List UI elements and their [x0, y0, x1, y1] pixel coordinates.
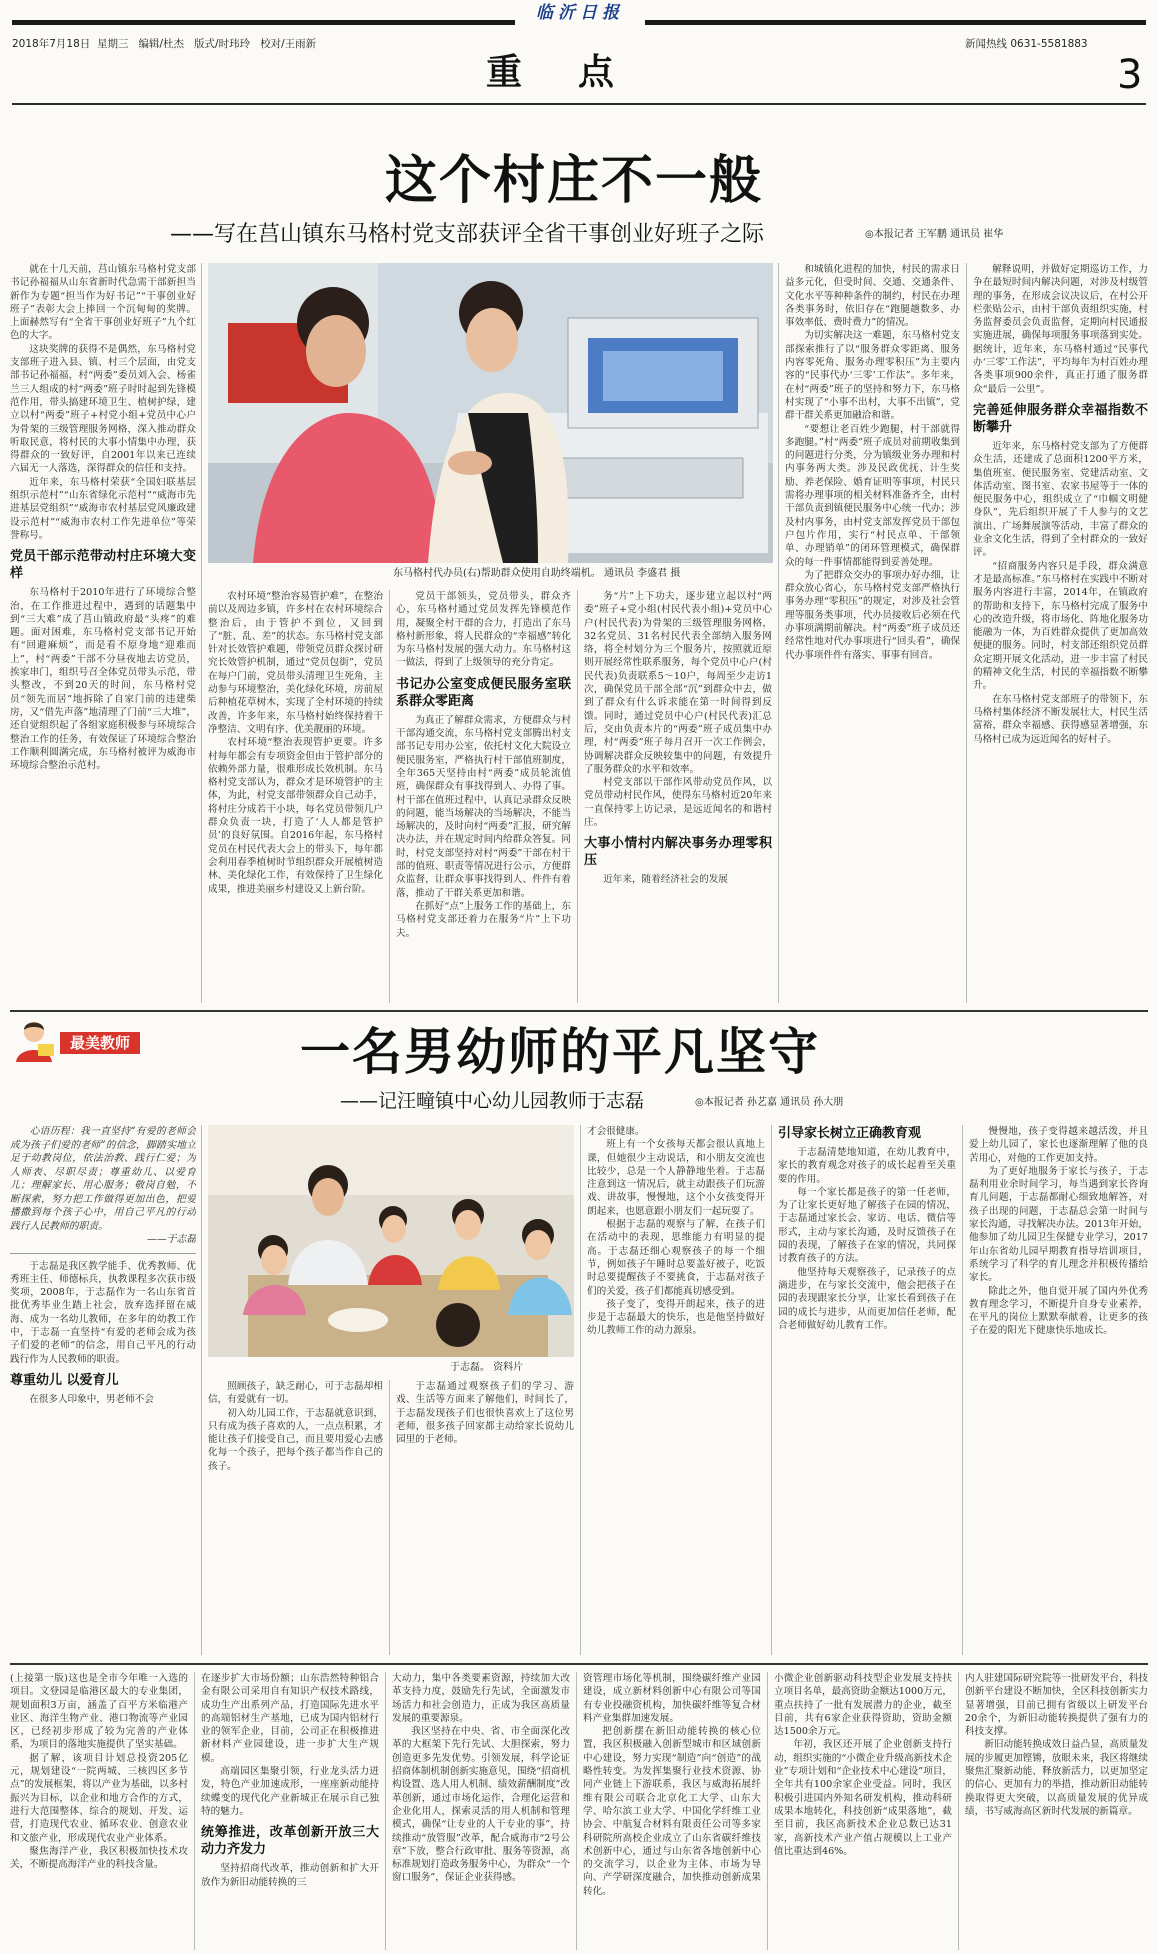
- paragraph: 他坚持每天观察孩子，记录孩子的点滴进步，在与家长交流中，他会把孩子在园的表现跟家长分享，让家长看到孩子在园的成长与进步，从而更加信任老师，配合老师做好幼儿教育工作。: [778, 1266, 956, 1331]
- paragraph: 为真正了解群众需求，方便群众与村干部沟通交流，东马格村党支部腾出村支部书记专用办公室，依托村文化大院设立便民服务室，严格执行村干部值班制度，全年365天坚持由村“两委”成员轮流值班，确保群众有事找得到人、办得了事。村干部在值班过程中，认真记录群众反映的问题，能当场解决的当场解决，不能当场解决的，及时向村“两委”汇报，研究解决办法，并在规定时间内给群众答复。同时，村党支部坚持对村“两委”干部在村干部的值班、职责等情况进行公示，方便群众监督，让群众事事找得到人、件件有着落，推动了干群关系更加和谐。: [396, 714, 571, 899]
- paragraph: 班上有一个女孩每天都会很认真地上课，但她很少主动说话，和小朋友交流也比较少，总是一个人静静地坐着。于志磊注意到这一情况后，就主动跟孩子们玩游戏、讲故事，慢慢地，这个小女孩变得开朗起来，也愿意跟小朋友们一起玩耍了。: [587, 1139, 765, 1217]
- article1-photo: [208, 263, 773, 563]
- article1-column-4: [584, 590, 772, 1003]
- column-divider: [389, 590, 390, 1003]
- article3-column-3: [392, 1672, 570, 1950]
- teacher-quote: [10, 1125, 196, 1247]
- editor-credit: 编辑/杜杰: [138, 38, 185, 50]
- article1-byline: ◎本报记者 王军鹏 通讯员 崔华: [865, 229, 1004, 240]
- paragraph: 据了解，该项目计划总投资205亿元，规划建设“一院两城、三核四区多节点”的发展框架，将以产业为基础，以多村振兴为目标，以企业和地方合作的方式，进行大范围整体、综合的规划、开发、运营，打造现代农业、循环农业、创意农业和文旅产业，形成现代农业产业体系。: [10, 1752, 188, 1844]
- article2-photo: [208, 1125, 574, 1357]
- teacher-icon: [12, 1018, 58, 1062]
- paragraph: 小微企业创新驱动科技型企业发展支持扶立项目名单，最高资助金额达1000万元，重点扶持了一批有发展潜力的企业，截至目前，共有6家企业获得资助，资助金额达1500余万元。: [774, 1673, 952, 1738]
- masthead-info-line: [12, 36, 316, 51]
- column-divider: [778, 263, 779, 1003]
- news-hotline: 新闻热线 0631-5581883: [965, 38, 1088, 50]
- paragraph: 为切实解决这一难题，东马格村党支部探索推行了以“服务群众零距离、服务内容零死角、服务办理零积压”为主要内容的“民事代办‘三零’工作法”。多年来，在村“两委”班子的坚持和努力下，东马格村实现了“小事不出村，大事不出镇”，党群干群关系更加融洽和谐。: [785, 330, 960, 422]
- paragraph: 近年来，东马格村党支部为了方便群众生活，还建成了总面积1200平方米，集值班室、便民服务室、党建活动室、文体活动室、图书室、农家书屋等于一体的便民服务中心，组织成立了“巾帼文明健身队”，先后组织开展了千人参与的文艺演出、广场舞展演等活动，丰富了群众的业余文化生活，得到了全村群众的一致好评。: [973, 440, 1148, 559]
- column-divider: [201, 1125, 202, 1655]
- article2-column-6: [969, 1125, 1148, 1655]
- paragraph: 在很多人印象中，男老师不会: [29, 1393, 154, 1405]
- layout-credit: 版式/时玮玲: [194, 38, 251, 50]
- article2-byline: ◎本报记者 孙艺嘉 通讯员 孙大朋: [695, 1097, 844, 1108]
- paragraph: 高端园区集聚引领，行业龙头活力迸发，特色产业加速成形，一座座新动能持续蝶变的现代化产业新城正在展示自己独特的魅力。: [201, 1766, 379, 1817]
- paragraph: 内人驻建国际研究院等一批研发平台，科技创新平台建设不断加快，全区科技创新实力显著增强，目前已拥有省级以上研发平台20余个，为新旧动能转换提供了强有力的科技支撑。: [965, 1673, 1148, 1738]
- page-number: 3: [1117, 52, 1143, 98]
- issue-weekday: 星期三: [96, 38, 129, 50]
- paragraph: 把创新摆在新旧动能转换的核心位置，我区积极融入创新型城市和区域创新中心建设，努力实现“制造”向“创造”的战略性转变。为发挥集聚行业技术资源、协同产业链上下游联系，我区与威海拓展纤维有限公司联合北京化工大学、山东大学、哈尔滨工业大学、中国化学纤维工业协会、中航复合材料有限责任公司等多家科研院所高校企业成立了山东省碳纤维技术创新中心，通过与山东省各地创新中心的交流学习，以企业为主体、市场为导向、产学研深度融合，加快推动创新成果转化。: [583, 1726, 761, 1897]
- article1-column-6: [973, 263, 1148, 1003]
- paragraph: 于志磊是我区教学能手、优秀教师、优秀班主任、师德标兵，执教课程多次获市级奖项，2008年，于志磊作为一名山东省首批优秀毕业生踏上社会，放弃选择留在威海、成为一名幼儿教师，在多年的幼教工作中，于志磊一直坚持“有爱的老师会成为孩子们爱的老师”的信念，用自己平凡的行动践行作为人民教师的职责。: [10, 1260, 196, 1365]
- paragraph: 照顾孩子，缺乏耐心，可于志磊却相信，有爱就有一切。: [208, 1381, 383, 1406]
- article1-column-5: [785, 263, 960, 1003]
- paragraph: 慢慢地，孩子变得越来越活泼，并且爱上幼儿园了，家长也逐渐理解了他的良苦用心，对他的工作更加支持。: [969, 1126, 1148, 1164]
- article1-column-3: [396, 590, 571, 1003]
- paragraph: “招商服务内容只是手段，群众满意才是最高标准。”东马格村在实践中不断对服务内容进行丰富，2014年，在镇政府的帮助和支持下，东马格村完成了服务中心的改造升级，将市场化、阵地化服务功能融为一体，为百姓群众提供了更加高效便捷的服务。同时，村支部还组织党员群众定期开展文化活动，进一步丰富了村民的精神文化生活，村民的幸福指数不断攀升。: [973, 560, 1148, 692]
- paragraph: 为了更好地服务于家长与孩子，于志磊利用业余时间学习，每当遇到家长咨询育儿问题，于志磊都耐心细致地解答，对孩子出现的问题，于志磊总会第一时间与家长沟通，寻找解决办法。2013年开始，他参加了幼儿园卫生保健专业学习，2017年山东省幼儿园早期教育指导培训项目，系统学习了科学的育儿理念并积极传播给家长。: [969, 1165, 1148, 1284]
- paragraph: 资管理市场化等机制，围绕碳纤维产业园建设，成立新材料创新中心有限公司等国有专业投融资机构，加快碳纤维等复合材料产业集群加速发展。: [583, 1673, 761, 1724]
- article3-column-2: [201, 1672, 379, 1950]
- article2-column-2: [208, 1380, 383, 1655]
- section-divider: [10, 1663, 1148, 1665]
- column-divider: [580, 1125, 581, 1655]
- column-divider: [962, 1125, 963, 1655]
- paragraph: 农村环境“整治容易管护难”，在整治前以及周边多镇，许多村在农村环境综合整治后，由于管护不到位，又回到了“脏、乱、差”的状态。东马格村党支部针对长效管护难题，带领党员群众探讨研究长效管护机制，通过“党员包街”，党员在每户门前，党员带头清理卫生死角，主动参与环境整治，美化绿化环境，房前屋后种植花草树木，实现了全村环境的持续改善，许多年来，东马格村始终保持着干净整洁、文明有序、优美靓丽的环境。: [208, 591, 383, 735]
- paragraph: 大动力，集中各类要素资源，持续加大改革支持力度，鼓励先行先试，全面激发市场活力和社会创造力，正成为我区高质量发展的重要源泉。: [392, 1673, 570, 1724]
- paragraph: 新旧动能转换成效日益凸显，高质量发展的步履更加铿锵，放眼未来，我区将继续聚焦汇聚新动能、释放新活力，以更加坚定的信心、更加有力的举措，推动新旧动能转换取得更大突破，以高质量发展的优异成绩，书写威海高区新时代发展的新篇章。: [965, 1739, 1148, 1817]
- column-divider: [194, 1672, 195, 1950]
- paragraph: 近年来，东马格村荣获“全国妇联基层组织示范村”“山东省绿化示范村”“威海市先进基层党组织”“威海市农村基层党风廉政建设示范村”“威海市农村工作先进单位”等荣誉称号。: [10, 476, 196, 541]
- paragraph: 这块奖牌的获得不是偶然，东马格村党支部班子进入县、镇、村三个层面，由党支部书记孙福福，村“两委”委员刘入会、杨雀兰三人组成的村“两委”班子时时起到先锋模范作用，带头搞建环境卫生、植树护绿，建立以村“两委”班子+村党小组+党员中心户为骨架的三级管理服务网格，深入推动群众听取民意，将村民的大事小情集中办理，获得群众的一致好评，自2001年以来已连续六届无一人落选，深得群众的信任和支持。: [10, 343, 196, 475]
- quote-text: 心语历程：我一直坚持“有爱的老师会成为孩子们爱的老师”的信念，脚踏实地立足于幼教岗位，依法治教、践行仁爱；为人师表、尽职尽责；尊重幼儿、以爱育儿；理解家长、用心服务；敬岗自勉，不断探索，努力把工作做得更加出色，把爱播撒到每个孩子心中，用自己平凡的行动践行人民教师的职责。: [10, 1126, 196, 1232]
- paragraph: 于志磊清楚地知道，在幼儿教育中，家长的教育观念对孩子的成长起着至关重要的作用。: [778, 1147, 956, 1185]
- article3-column-5: [774, 1672, 952, 1950]
- article3-column-4: [583, 1672, 761, 1950]
- section-title: 重 点: [486, 52, 625, 93]
- subheading: 统筹推进，改革创新开放三大动力齐发力: [201, 1825, 379, 1858]
- paragraph: 村党支部以干部作风带动党员作风，以党员带动村民作风，使得东马格村近20年来一直保持零上访记录，是远近闻名的和谐村庄。: [584, 777, 772, 829]
- subheading: 书记办公室变成便民服务室联系群众零距离: [396, 676, 571, 709]
- article2-column-1: [10, 1125, 196, 1655]
- subheading: 党员干部示范带动村庄环境大变样: [10, 549, 196, 582]
- paragraph: 初入幼儿园工作，于志磊就意识到，只有成为孩子喜欢的人，一点点积累，才能让孩子们接受自己，而且要用爱心去感化每一个孩子，把每个孩子都当作自己的孩子。: [208, 1407, 383, 1472]
- article2-column-3: [396, 1380, 574, 1655]
- paragraph: 我区坚持在中央、省、市全面深化改革的大框架下先行先试、大胆探索，努力创造更多先发优势。引领发展，科学论证招商体制机制创新实施意见，围绕“招商机构设置、选人用人机制、绩效薪酬制度”改革创新，通过市场化运作，合理化运营和企业化用人，探索灵活的用人机制和管理模式，确保“让专业的人干专业的事”，持续推动“放管服”改革，配合威海市“2号公章”下放，整合行政审批、服务等资源，高标准规划打造政务服务中心，为群众“一个窗口服务”，保证企业获得感。: [392, 1726, 570, 1884]
- paragraph: 就在十几天前，莒山镇东马格村党支部书记孙福福从山东省新时代急需干部新担当新作为专题“担当作为好书记”“干事创业好班子”表彰大会上捧回一个沉甸甸的奖牌。上面赫然写有“全省干事创业好班子”九个红色的大字。: [10, 264, 196, 342]
- paragraph: 在东马格村党支部班子的带领下，东马格村集体经济不断发展壮大，村民生活富裕，群众幸福感、获得感显著增强，东马格村已成为远近闻名的好村子。: [973, 693, 1148, 745]
- column-divider: [966, 263, 967, 1003]
- quote-divider: [10, 1253, 196, 1254]
- self-service-terminal-illustration: [208, 263, 773, 563]
- article1-column-2: [208, 590, 383, 1003]
- column-divider: [771, 1125, 772, 1655]
- subheading: 完善延伸服务群众幸福指数不断攀升: [973, 402, 1148, 435]
- article3-column-1: [10, 1672, 188, 1950]
- paragraph: 务“片”上下功夫，逐步建立起以村“两委”班子+党小组(村民代表小组)+党员中心户(村民代表)为骨架的三级管理服务网格，32名党员、31名村民代表全部纳入服务网络，将全村划分为三个服务片，按照就近原则开展经常性联系服务，每个党员中心户(村民代表)负责联系5～10户，每周至少走访1次，确保党员干部全部“沉”到群众中去，做到了群众有什么诉求能在第一时间得到反馈。同时，通过党员中心户(村民代表)汇总后，交由负责本片的“两委”班子成员集中办理，村“两委”班子每月召开一次工作例会，协调解决群众反映较集中的问题，有效提升了服务群众的水平和效率。: [584, 591, 772, 775]
- paragraph: 年初，我区还开展了企业创新支持行动，组织实施的“小微企业升级高新技术企业”专项计划和“企业技术中心建设”项目，全年共有100余家企业受益。同时，我区积极引进国内外知名研发机构，推动科研成果本地转化，科技创新“成果落地”，截至目前，我区高新技术企业总数已达31家，高新技术产业产值占规模以上工业产值比重达到46%。: [774, 1739, 952, 1857]
- paragraph: 解释说明，并做好定期巡访工作，力争在最短时间内解决问题，对涉及村级管理的事务，在形成会议决议后，在村公开栏张贴公示，由村干部负责组织实施，村务监督委员会负责监督，定期向村民通报实施进展，确保每项服务事项落到实处。据统计，近年来，东马格村通过“民事代办‘三零’工作法”，平均每年为村百姓办理各类事项900余件，真正打通了服务群众“最后一公里”。: [973, 264, 1148, 395]
- paragraph: 和城镇化进程的加快，村民的需求日益多元化，但受时间、交通、交通条件、文化水平等种种条件的制约，村民在办理各类事务时，依旧存在“跑腿趟数多、办事效率低、费时费力”的情况。: [785, 264, 960, 329]
- best-teacher-badge: [12, 1018, 172, 1062]
- paragraph: 农村环境“整治表现管护更要。许多村每年都会有专项资金但由于管护部分的依赖外部力量，很难形成长效机制。东马格村党支部认为，群众才是环境管护的主体，为此，村党支部带领群众自己动手，将村庄分成若干小块，每名党员带领几户群众负责一块，打造了‘人人都是管护员’的良好氛围。自2016年起，东马格村党员在村民代表大会上的带头下，每年都会利用春季植树时节组织群众开展植树造林、美化绿化工作，有效保持了卫生绿化成果，推进美丽乡村建设又上新台阶。: [208, 737, 383, 895]
- paragraph: 根据于志磊的观察与了解，在孩子们在活动中的表现，思维能力有明显的提高。于志磊还细心观察孩子的每一个细节，例如孩子午睡时总要盖好被子，吃饭时总要提醒孩子不要挑食，于志磊对孩子们的关爱，孩子们都能真切感受到。: [587, 1219, 765, 1297]
- article1-photo-caption: 东马格村代办员(右)帮助群众使用自助终端机。 通讯员 李盛君 摄: [393, 568, 681, 579]
- classroom-illustration: [208, 1125, 574, 1357]
- article2-photo-caption: 于志磊。 资料片: [450, 1362, 524, 1373]
- paragraph: 为了把群众交办的事项办好办细，让群众放心省心，东马格村党支部严格执行事务办理“零积压”的规定，对涉及社会管理等服务类事项，代办员接收后必须在代办事项满期前解决。村“两委”班子成员还经常性地对代办事项进行“回头看”，确保代办事项件件有落实、事事有回音。: [785, 569, 960, 661]
- article1-title: 这个村庄不一般: [385, 150, 764, 211]
- article1-subtitle: ——写在莒山镇东马格村党支部获评全省干事创业好班子之际: [170, 222, 765, 247]
- subheading: 引导家长树立正确教育观: [778, 1126, 922, 1141]
- badge-label: 最美教师: [60, 1032, 140, 1054]
- article2-column-5: [778, 1125, 956, 1655]
- paragraph: 于志磊通过观察孩子们的学习、游戏、生活等方面来了解他们，时间长了，于志磊发现孩子们也很快喜欢上了这位男老师，很多孩子回家都主动给家长说幼儿园里的于老师。: [396, 1381, 574, 1446]
- paragraph: (上接第一版)这也是全市今年唯一入选的项目。文登园是临港区最大的专业集团，规划面积3万亩，涵盖了百平方米临港产业区、海洋生物产业、港口物流等产业园区，已经初步形成了较为完善的产业体系，为项目的落地实施提供了坚实基础。: [10, 1673, 188, 1751]
- paragraph: 除此之外，他自觉开展了国内外优秀教育理念学习，不断提升自身专业素养，在平凡的岗位上默默奉献着，让更多的孩子在爱的阳光下健康快乐地成长。: [969, 1285, 1148, 1337]
- paragraph: 每一个家长都是孩子的第一任老师，为了让家长更好地了解孩子在园的情况，于志磊通过家长会、家访、电话、微信等形式，主动与家长沟通，及时反馈孩子在园的表现，了解孩子在家的情况，共同探讨教育孩子的方法。: [778, 1186, 956, 1265]
- paragraph: 才会很健康。: [587, 1126, 645, 1137]
- column-divider: [577, 590, 578, 1003]
- paragraph: 近年来，随着经济社会的发展: [603, 874, 728, 886]
- paragraph: 坚持招商代改革，推动创新和扩大开放作为新旧动能转换的三: [201, 1863, 379, 1888]
- paragraph: 在抓好“点”上服务工作的基础上，东马格村党支部还着力在服务“片”上下功夫。: [396, 900, 571, 939]
- masthead-logo: 临沂日报: [515, 0, 645, 26]
- column-divider: [385, 1672, 386, 1950]
- quote-author: ——于志磊: [147, 1234, 196, 1245]
- article3-column-6: [965, 1672, 1148, 1950]
- column-divider: [767, 1672, 768, 1950]
- column-divider: [389, 1380, 390, 1655]
- paragraph: 在逐步扩大市场份额；山东浩然特种铝合金有限公司采用自有知识产权技术路线，成功生产出系列产品，打造国际先进水平的高端铝材生产基地，已成为国内铝材行业的领军企业，目前，公司正在积极推进新材料产业园建设，进一步扩大生产规模。: [201, 1673, 379, 1764]
- subheading: 尊重幼儿 以爱育儿: [10, 1372, 119, 1388]
- paragraph: 党员干部领头，党员带头，群众齐心，东马格村通过党员发挥先锋模范作用，凝聚全村干群的合力，打造出了东马格村新形象，将人民群众的“幸福感”转化为东马格村发展的强大动力。东马格村这一做法，得到了上级领导的充分肯定。: [396, 591, 571, 669]
- paragraph: 东马格村于2010年进行了环境综合整治，在工作推进过程中，遇到的话题集中到“三大难”成了莒山镇政府最“头疼”的难题。面对困难，东马格村党支部书记开始有“回避麻烦”，而是看不原身地“迎难而上”，村“两委”干部不分昼夜地去访党员，挨家串门，组织号召全体党员带头示范，带头整改，不到20天的时间，东马格村党员“领先而居”地拆除了自家门前的违建柴房，又“借先声落”地清理了门前“三大堆”，还自觉组织起了各组家庭积极参与环境综合整治工作的任务，有效保证了环境综合整治工作顺利圆满完成，东马格村被评为威海市环境综合整治示范村。: [10, 587, 196, 772]
- article2-title: 一名男幼师的平凡坚守: [300, 1022, 820, 1081]
- proof-credit: 校对/王雨新: [260, 38, 317, 50]
- column-divider: [201, 263, 202, 1003]
- subheading: 大事小情村内解决事务办理零积压: [584, 836, 772, 869]
- issue-date: 2018年7月18日: [12, 38, 91, 50]
- paragraph: 孩子变了，变得开朗起来，孩子的进步是于志磊最大的快乐，也是他坚持做好幼儿教师工作的动力源泉。: [587, 1298, 765, 1337]
- article2-subtitle: ——记汪疃镇中心幼儿园教师于志磊: [340, 1090, 645, 1112]
- masthead-bottom-rule: [12, 103, 1146, 105]
- article2-column-4: [587, 1125, 765, 1655]
- article1-column-1: [10, 263, 196, 1003]
- column-divider: [576, 1672, 577, 1950]
- column-divider: [958, 1672, 959, 1950]
- paragraph: “要想让老百姓少跑腿，村干部就得多跑腿。”村“两委”班子成员对前期收集到的问题进行分类，分为镇级业务办理和村内事务两大类。涉及民政优抚、计生奖励、养老保险、婚育证明等事项，村民只需将办理事项的相关材料准备齐全，由村干部负责到镇便民服务中心统一代办；涉及村内事务，由村党支部发挥党员干部包户包片作用，实行“村民点单、干部领单、办理销单”的闭环管理模式，确保群众的每一件事情都能得到妥善处理。: [785, 423, 960, 568]
- paragraph: 聚焦海洋产业，我区积极加快技术攻关，不断提高海洋产业的科技含量。: [10, 1845, 188, 1871]
